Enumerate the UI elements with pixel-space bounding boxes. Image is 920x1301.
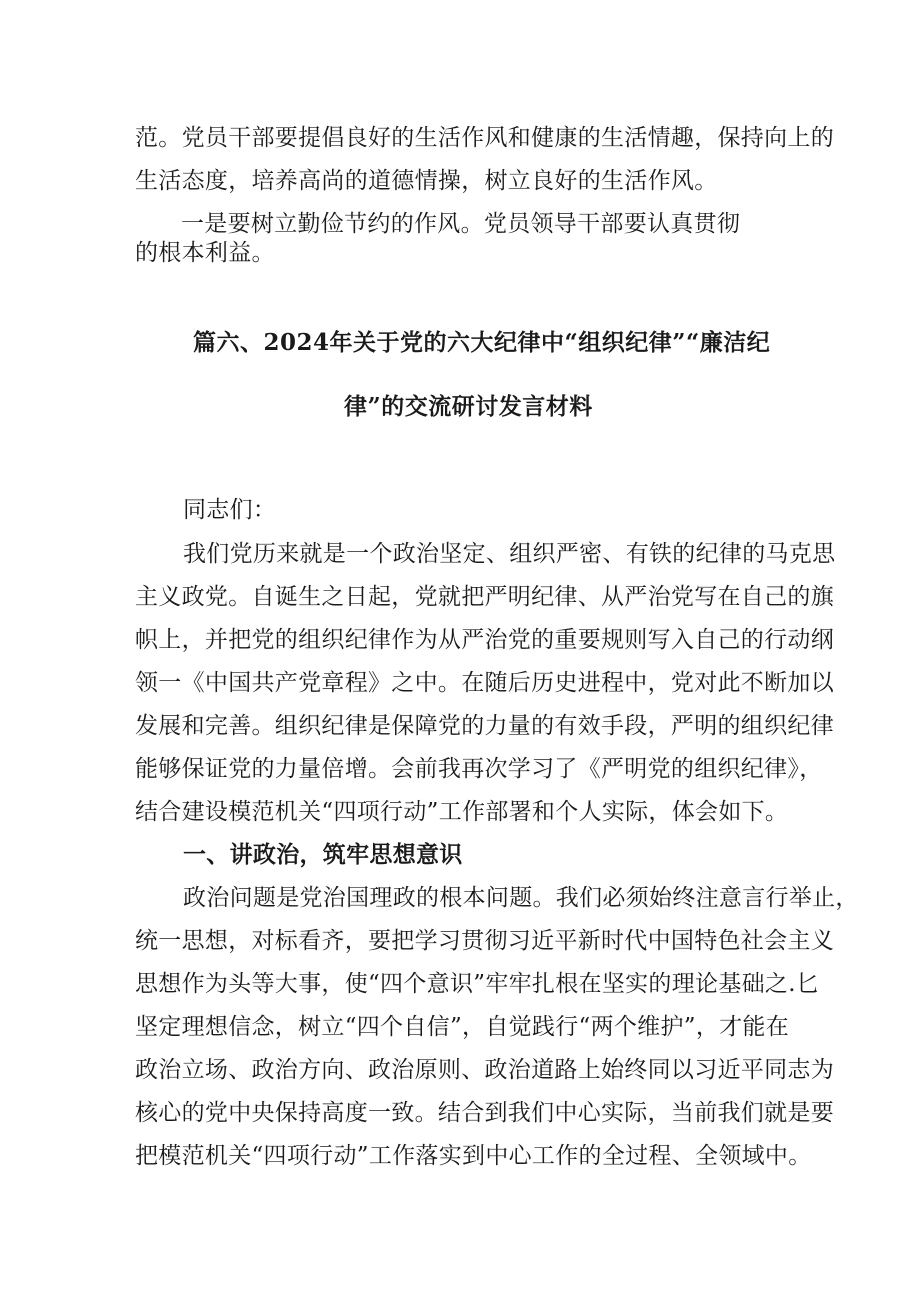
greeting: 同志们： — [183, 497, 277, 523]
text-line: 思想作为头等大事，使“四个意识”牢牢扎根在坚实的理论基础之.匕 — [135, 971, 820, 997]
text-line: 政治立场、政治方向、政治原则、政治道路上始终同以习近平同志为 — [135, 1057, 834, 1083]
text-line: 把模范机关“四项行动”工作落实到中心工作的全过程、全领域中。 — [135, 1143, 812, 1169]
text-line: 一是要树立勤俭节约的作风。党员领导干部要认真贯彻 — [181, 211, 741, 237]
text-line: 主义政党。自诞生之日起，党就把严明纪律、从严治党写在自己的旗 — [135, 584, 834, 610]
text-line: 的根本利益。 — [135, 240, 275, 266]
text-line: 统一思想，对标看齐，要把学习贯彻习近平新时代中国特色社会主义 — [135, 928, 834, 954]
text-line: 范。党员干部要提倡良好的生活作风和健康的生活情趣，保持向上的 — [135, 125, 834, 151]
text-line: 结合建设模范机关“四项行动”工作部署和个人实际，体会如下。 — [135, 799, 789, 825]
title-line-1: 篇六、2024年关于党的六大纪律中“组织纪律”“廉洁纪 — [193, 329, 771, 356]
text-line: 政治问题是党治国理政的根本问题。我们必须始终注意言行举止， — [183, 885, 859, 911]
text-line: 能够保证党的力量倍增。会前我再次学习了《严明党的组织纪律》， — [135, 756, 823, 782]
text-line: 生活态度，培养高尚的道德情操，树立良好的生活作风。 — [135, 168, 718, 194]
text-line: 帜上，并把党的组织纪律作为从严治党的重要规则写入自己的行动纲 — [135, 627, 834, 653]
section-heading: 一、讲政治，筑牢思想意识 — [183, 841, 463, 868]
text-line: 领一《中国共产党章程》之中。在随后历史进程中，党对此不断加以 — [135, 670, 834, 696]
text-line: 坚定理想信念，树立“四个自信”，自觉践行“两个维护”，才能在 — [135, 1014, 790, 1040]
text-line: 核心的党中央保持高度一致。结合到我们中心实际，当前我们就是要 — [135, 1100, 834, 1126]
text-line: 我们党历来就是一个政治坚定、组织严密、有铁的纪律的马克思 — [183, 541, 836, 567]
title-line-2: 律”的交流研讨发言材料 — [344, 393, 593, 420]
text-line: 发展和完善。组织纪律是保障党的力量的有效手段，严明的组织纪律 — [135, 713, 834, 739]
